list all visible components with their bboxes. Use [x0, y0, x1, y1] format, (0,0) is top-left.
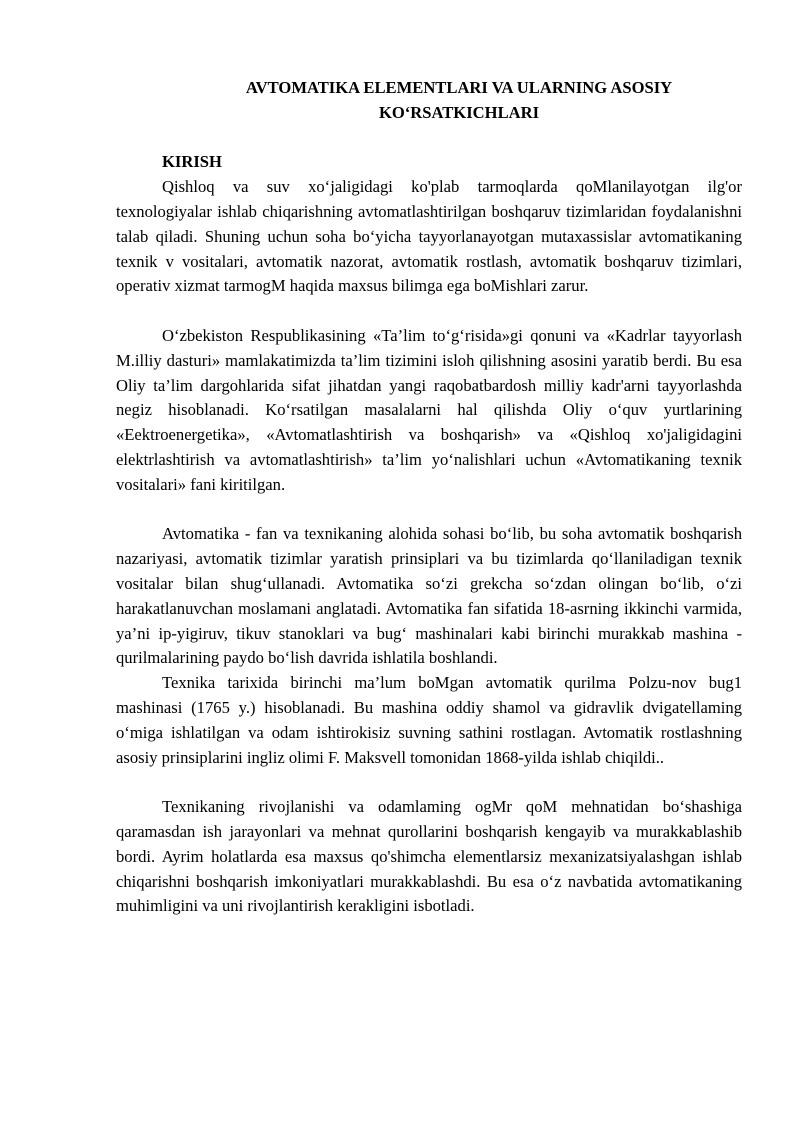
document-title [116, 76, 742, 126]
document-page [116, 76, 742, 919]
paragraph-2: O‘zbekiston Respublikasining «Ta’lim to‘g‘risida»gi qonuni va «Kadrlar tayyorlash M.illiy dasturi» mamlakatimizda ta’lim tizimini isloh qilishning asosini yaratib berdi. Bu esa Oliy ta’lim dargohlarida sifat jihatdan yangi raqobatbardosh milliy kadr'arni tayyorlashda negiz hisoblanadi. Ko‘rsatilgan masalalarni hal qilishda Oliy o‘quv yurtlarining «Eektroenergetika», «Avtomatlashtirish va boshqarish» va «Qishloq xo'jaligidagini elektrlashtirish va avtomatlashtirish» ta’lim yo‘nalishlari uchun «Avtomatikaning texnik vositalari» fani kiritilgan. [116, 325, 742, 494]
paragraph-spacer [116, 498, 742, 523]
title-line-1: AVTOMATIKA ELEMENTLARI VA ULARNING ASOSIY [245, 78, 673, 97]
title-line-2: KO‘RSATKICHLARI [378, 102, 540, 122]
paragraph-3: Avtomatika - fan va texnikaning alohida sohasi bo‘lib, bu soha avtomatik boshqarish nazariyasi, avtomatik tizimlar yaratish prinsiplari va bu tizimlarda qo‘llaniladigan texnik vositalar bilan shug‘ullanadi. Avtomatika so‘zi grekcha so‘zdan olingan bo‘lib, o‘zi harakatlanuvchan moslamani anglatadi. Avtomatika fan sifatida 18-asrning ikkinchi varmida, ya’ni ip-yigiruv, tikuv stanoklari va bug‘ mashinalari kabi birinchi murakkab mashina - qurilmalarining paydo bo‘lish davrida ishlatila boshlandi. [116, 524, 742, 668]
section-heading: KIRISH [162, 152, 222, 172]
paragraph-5: Texnikaning rivojlanishi va odamlaming ogMr qoM mehnatidan bo‘shashiga qaramasdan ish jarayonlari va mehnat qurollarini boshqarish kengayib va murakkablashib bordi. Ayrim holatlarda esa maxsus qo'shimcha elementlarsiz mexanizatsiyalashgan ishlab chiqarishni boshqarish imkoniyatlari murakkablashdi. Bu esa o‘z navbatida avtomatikaning muhimligini va uni rivojlantirish kerakligini isbotladi. [116, 797, 742, 916]
paragraph-spacer [116, 770, 742, 795]
paragraph-4: Texnika tarixida birinchi ma’lum boMgan avtomatik qurilma Polzu-nov bug1 mashinasi (1765 y.) hisoblanadi. Bu mashina oddiy shamol va gidravlik dvigatellaming o‘miga ishlatilgan va odam ishtirokisiz suvning sathini rostlagan. Avtomatik rostlashning asosiy prinsiplarini ingliz olimi F. Maksvell tomonidan 1868-yilda ishlab chiqildi.. [116, 673, 742, 767]
paragraph-1: Qishloq va suv xo‘jaligidagi ko'plab tarmoqlarda qoMlanilayotgan ilg'or texnologiyalar ishlab chiqarishning avtomatlashtirilgan boshqaruv tizimlaridan foydalanishni talab qiladi. Shuning uchun soha bo‘yicha tayyorlanayotgan mutaxassislar avtomatikaning texnik v vositalari, avtomatik nazorat, avtomatik rostlash, avtomatik boshqaruv tizimlari, operativ xizmat tarmogM haqida maxsus bilimga ega boMishlari zarur. [116, 177, 742, 296]
paragraph-spacer [116, 299, 742, 324]
